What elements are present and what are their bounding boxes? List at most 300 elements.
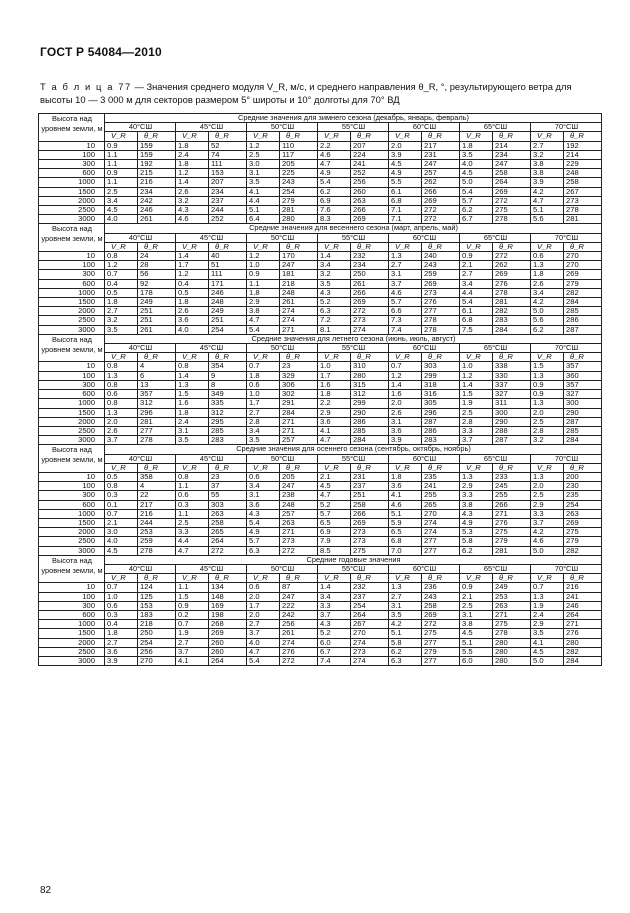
direction-cell: 286	[564, 316, 602, 325]
direction-cell: 277	[422, 307, 460, 316]
speed-cell: 0.7	[105, 270, 138, 279]
table-row	[39, 261, 602, 270]
speed-cell: 2.0	[247, 610, 280, 619]
speed-cell: 2.0	[389, 141, 422, 150]
direction-cell: 234	[351, 261, 389, 270]
latitude-header-row	[39, 454, 602, 463]
direction-cell: 241	[422, 482, 460, 491]
direction-cell: 153	[138, 601, 176, 610]
direction-cell: 315	[351, 380, 389, 389]
speed-cell: 2.9	[460, 482, 493, 491]
direction-cell: 6	[138, 371, 176, 380]
speed-cell: 1.0	[247, 390, 280, 399]
speed-header: V_R	[389, 574, 422, 583]
direction-cell: 117	[280, 150, 318, 159]
speed-cell: 2.4	[531, 610, 564, 619]
speed-cell: 3.1	[460, 610, 493, 619]
speed-cell: 0.9	[105, 141, 138, 150]
direction-cell: 261	[138, 215, 176, 224]
speed-cell: 4.1	[531, 638, 564, 647]
speed-cell: 3.9	[389, 150, 422, 159]
speed-cell: 3.0	[105, 528, 138, 537]
speed-cell: 8.5	[318, 546, 351, 555]
direction-cell: 242	[138, 196, 176, 205]
speed-header: V_R	[105, 463, 138, 472]
direction-cell: 272	[422, 206, 460, 215]
direction-header: θ_R	[138, 463, 176, 472]
direction-cell: 261	[138, 325, 176, 334]
direction-cell: 22	[138, 491, 176, 500]
height-cell: 600	[39, 610, 105, 619]
direction-cell: 280	[564, 638, 602, 647]
table-row	[39, 528, 602, 537]
direction-cell: 290	[564, 408, 602, 417]
speed-cell: 2.7	[389, 592, 422, 601]
direction-cell: 251	[138, 307, 176, 316]
speed-cell: 4.4	[460, 288, 493, 297]
speed-cell: 5.4	[247, 656, 280, 665]
speed-cell: 1.1	[176, 482, 209, 491]
direction-cell: 283	[422, 436, 460, 445]
speed-cell: 1.2	[176, 270, 209, 279]
height-cell: 100	[39, 482, 105, 491]
speed-header: V_R	[389, 132, 422, 141]
direction-cell: 299	[351, 399, 389, 408]
direction-cell: 287	[564, 417, 602, 426]
direction-cell: 218	[138, 620, 176, 629]
direction-cell: 266	[422, 187, 460, 196]
speed-cell: 2.9	[531, 500, 564, 509]
section-title: Средние значения для летнего сезона (июнь, июль, август)	[105, 334, 602, 343]
direction-cell: 275	[493, 528, 531, 537]
direction-cell: 240	[422, 252, 460, 261]
speed-cell: 4.0	[247, 638, 280, 647]
speed-cell: 1.7	[247, 399, 280, 408]
speed-header: V_R	[318, 132, 351, 141]
speed-cell: 2.9	[531, 620, 564, 629]
speed-header: V_R	[389, 242, 422, 251]
speed-cell: 4.7	[247, 647, 280, 656]
direction-cell: 269	[564, 518, 602, 527]
speed-cell: 4.9	[460, 518, 493, 527]
direction-cell: 264	[351, 610, 389, 619]
speed-cell: 3.4	[318, 592, 351, 601]
direction-cell: 272	[280, 546, 318, 555]
direction-cell: 272	[209, 546, 247, 555]
direction-header: θ_R	[280, 463, 318, 472]
direction-cell: 246	[138, 206, 176, 215]
section-title: Средние значения для зимнего сезона (декабрь, январь, февраль)	[105, 114, 602, 123]
variable-header-row	[39, 132, 602, 141]
direction-cell: 259	[422, 270, 460, 279]
table-row	[39, 482, 602, 491]
speed-header: V_R	[531, 132, 564, 141]
speed-cell: 2.8	[531, 426, 564, 435]
height-cell: 3000	[39, 325, 105, 334]
direction-cell: 258	[422, 601, 460, 610]
direction-cell: 237	[209, 196, 247, 205]
table-row	[39, 270, 602, 279]
table-row	[39, 610, 602, 619]
direction-cell: 236	[422, 583, 460, 592]
latitude-header: 70°СШ	[531, 123, 602, 132]
speed-cell: 2.7	[247, 620, 280, 629]
latitude-header: 60°СШ	[389, 454, 460, 463]
speed-cell: 0.2	[176, 610, 209, 619]
latitude-header: 50°СШ	[247, 344, 318, 353]
speed-cell: 5.4	[247, 325, 280, 334]
speed-cell: 0.7	[247, 362, 280, 371]
direction-cell: 178	[138, 288, 176, 297]
direction-cell: 273	[351, 537, 389, 546]
direction-cell: 354	[209, 362, 247, 371]
table-row	[39, 206, 602, 215]
speed-cell: 5.2	[318, 298, 351, 307]
speed-cell: 3.5	[176, 436, 209, 445]
direction-cell: 278	[564, 206, 602, 215]
speed-cell: 4.6	[318, 150, 351, 159]
direction-cell: 40	[209, 252, 247, 261]
speed-cell: 5.1	[389, 629, 422, 638]
direction-cell: 357	[564, 362, 602, 371]
direction-header: θ_R	[493, 132, 531, 141]
speed-cell: 2.7	[176, 638, 209, 647]
height-cell: 2500	[39, 537, 105, 546]
table-row	[39, 316, 602, 325]
height-cell: 3000	[39, 215, 105, 224]
direction-cell: 230	[564, 482, 602, 491]
speed-cell: 1.0	[318, 362, 351, 371]
speed-cell: 0.9	[176, 601, 209, 610]
direction-cell: 247	[280, 592, 318, 601]
direction-header: θ_R	[422, 574, 460, 583]
direction-cell: 92	[138, 279, 176, 288]
direction-cell: 254	[280, 187, 318, 196]
table-row	[39, 656, 602, 665]
direction-cell: 281	[493, 546, 531, 555]
speed-cell: 0.3	[105, 610, 138, 619]
speed-cell: 0.7	[105, 509, 138, 518]
speed-header: V_R	[105, 353, 138, 362]
height-cell: 3000	[39, 656, 105, 665]
height-cell: 100	[39, 592, 105, 601]
direction-cell: 357	[564, 380, 602, 389]
direction-cell: 171	[209, 279, 247, 288]
direction-cell: 207	[351, 141, 389, 150]
direction-cell: 274	[422, 518, 460, 527]
table-row	[39, 426, 602, 435]
direction-header: θ_R	[422, 353, 460, 362]
speed-cell: 3.1	[389, 601, 422, 610]
speed-cell: 0.6	[176, 491, 209, 500]
table-row	[39, 390, 602, 399]
direction-cell: 214	[493, 141, 531, 150]
speed-cell: 1.8	[247, 371, 280, 380]
direction-cell: 250	[351, 270, 389, 279]
direction-cell: 266	[351, 509, 389, 518]
speed-cell: 1.3	[389, 252, 422, 261]
speed-header: V_R	[389, 463, 422, 472]
speed-cell: 6.2	[318, 187, 351, 196]
direction-cell: 169	[209, 601, 247, 610]
speed-cell: 6.3	[389, 656, 422, 665]
speed-cell: 3.5	[247, 178, 280, 187]
direction-cell: 181	[280, 270, 318, 279]
direction-cell: 214	[564, 150, 602, 159]
speed-cell: 1.8	[176, 160, 209, 169]
speed-cell: 0.6	[247, 583, 280, 592]
direction-header: θ_R	[493, 463, 531, 472]
direction-cell: 251	[138, 316, 176, 325]
direction-cell: 216	[564, 583, 602, 592]
speed-cell: 0.9	[460, 252, 493, 261]
speed-cell: 2.2	[318, 399, 351, 408]
direction-cell: 23	[209, 472, 247, 481]
direction-cell: 274	[280, 638, 318, 647]
latitude-header: 65°СШ	[460, 233, 531, 242]
latitude-header: 65°СШ	[460, 564, 531, 573]
direction-cell: 266	[351, 206, 389, 215]
speed-cell: 1.3	[531, 371, 564, 380]
direction-cell: 56	[138, 270, 176, 279]
speed-cell: 6.5	[389, 528, 422, 537]
speed-cell: 1.7	[247, 601, 280, 610]
direction-cell: 329	[280, 371, 318, 380]
speed-cell: 8.3	[318, 215, 351, 224]
speed-cell: 4.0	[176, 325, 209, 334]
speed-cell: 4.1	[247, 187, 280, 196]
speed-cell: 7.1	[389, 215, 422, 224]
direction-cell: 282	[564, 546, 602, 555]
speed-cell: 1.6	[389, 390, 422, 399]
height-cell: 1000	[39, 399, 105, 408]
speed-cell: 4.6	[389, 500, 422, 509]
direction-cell: 216	[138, 509, 176, 518]
direction-cell: 269	[209, 629, 247, 638]
speed-cell: 4.5	[531, 647, 564, 656]
variable-header-row	[39, 242, 602, 251]
speed-cell: 6.2	[389, 647, 422, 656]
direction-cell: 277	[422, 537, 460, 546]
speed-cell: 0.8	[176, 362, 209, 371]
speed-cell: 1.2	[247, 141, 280, 150]
direction-cell: 263	[280, 518, 318, 527]
direction-cell: 268	[209, 620, 247, 629]
direction-cell: 281	[280, 206, 318, 215]
direction-cell: 125	[138, 592, 176, 601]
speed-cell: 1.4	[389, 380, 422, 389]
speed-cell: 1.8	[389, 472, 422, 481]
direction-cell: 279	[564, 537, 602, 546]
section-title-row	[39, 224, 602, 233]
speed-header: V_R	[176, 353, 209, 362]
direction-cell: 170	[280, 252, 318, 261]
speed-cell: 6.7	[460, 215, 493, 224]
direction-cell: 263	[493, 601, 531, 610]
speed-cell: 3.9	[389, 436, 422, 445]
direction-cell: 159	[138, 150, 176, 159]
speed-cell: 3.4	[531, 288, 564, 297]
direction-cell: 225	[280, 169, 318, 178]
speed-cell: 4.9	[247, 528, 280, 537]
direction-cell: 270	[564, 261, 602, 270]
speed-header: V_R	[318, 242, 351, 251]
speed-cell: 4.5	[460, 629, 493, 638]
section-title-row	[39, 114, 602, 123]
speed-cell: 3.5	[247, 436, 280, 445]
direction-cell: 291	[280, 399, 318, 408]
direction-cell: 338	[493, 362, 531, 371]
direction-cell: 272	[422, 620, 460, 629]
direction-cell: 258	[209, 518, 247, 527]
direction-cell: 252	[351, 169, 389, 178]
speed-cell: 4.0	[105, 537, 138, 546]
section-title: Средние годовые значения	[105, 555, 602, 564]
speed-cell: 0.8	[176, 472, 209, 481]
table-row	[39, 178, 602, 187]
speed-cell: 6.4	[247, 215, 280, 224]
speed-cell: 3.6	[176, 316, 209, 325]
speed-cell: 6.7	[318, 647, 351, 656]
direction-cell: 284	[564, 436, 602, 445]
speed-header: V_R	[318, 574, 351, 583]
direction-header: θ_R	[564, 353, 602, 362]
direction-cell: 265	[209, 528, 247, 537]
speed-cell: 6.8	[389, 196, 422, 205]
direction-cell: 249	[209, 307, 247, 316]
direction-cell: 251	[209, 316, 247, 325]
speed-cell: 2.0	[531, 408, 564, 417]
speed-cell: 3.4	[318, 261, 351, 270]
direction-cell: 267	[351, 620, 389, 629]
table-row	[39, 472, 602, 481]
height-column-header: Высота над уровнем земли, м	[39, 445, 105, 473]
speed-cell: 7.9	[318, 537, 351, 546]
height-cell: 3000	[39, 436, 105, 445]
table-row	[39, 288, 602, 297]
direction-cell: 276	[280, 647, 318, 656]
direction-cell: 148	[209, 592, 247, 601]
speed-cell: 6.1	[389, 187, 422, 196]
direction-cell: 52	[209, 141, 247, 150]
direction-cell: 241	[564, 592, 602, 601]
direction-cell: 274	[351, 656, 389, 665]
direction-cell: 273	[422, 288, 460, 297]
table-row	[39, 298, 602, 307]
speed-cell: 2.5	[105, 187, 138, 196]
height-cell: 2500	[39, 426, 105, 435]
speed-cell: 2.0	[531, 482, 564, 491]
speed-cell: 4.3	[318, 288, 351, 297]
latitude-header: 65°СШ	[460, 454, 531, 463]
direction-cell: 231	[422, 150, 460, 159]
speed-cell: 7.3	[389, 316, 422, 325]
direction-cell: 280	[493, 647, 531, 656]
speed-cell: 0.9	[531, 380, 564, 389]
speed-cell: 2.0	[247, 592, 280, 601]
direction-cell: 272	[280, 656, 318, 665]
speed-cell: 0.8	[105, 482, 138, 491]
height-cell: 1000	[39, 509, 105, 518]
table-row	[39, 160, 602, 169]
speed-cell: 0.9	[531, 390, 564, 399]
height-cell: 2000	[39, 307, 105, 316]
latitude-header: 60°СШ	[389, 344, 460, 353]
direction-cell: 74	[209, 150, 247, 159]
table-row	[39, 518, 602, 527]
speed-cell: 3.5	[318, 279, 351, 288]
direction-cell: 192	[138, 160, 176, 169]
speed-cell: 5.4	[247, 518, 280, 527]
direction-cell: 200	[564, 472, 602, 481]
direction-cell: 282	[564, 288, 602, 297]
height-cell: 10	[39, 252, 105, 261]
speed-cell: 6.2	[531, 325, 564, 334]
height-cell: 1500	[39, 408, 105, 417]
direction-cell: 287	[422, 417, 460, 426]
direction-cell: 283	[493, 316, 531, 325]
speed-cell: 1.3	[389, 583, 422, 592]
latitude-header: 45°СШ	[176, 454, 247, 463]
direction-cell: 285	[564, 307, 602, 316]
direction-cell: 249	[138, 298, 176, 307]
direction-cell: 243	[422, 592, 460, 601]
speed-cell: 3.7	[531, 518, 564, 527]
speed-cell: 1.4	[318, 583, 351, 592]
speed-cell: 2.8	[247, 417, 280, 426]
height-cell: 10	[39, 472, 105, 481]
speed-cell: 3.5	[460, 150, 493, 159]
direction-cell: 280	[351, 371, 389, 380]
speed-cell: 3.7	[389, 279, 422, 288]
speed-cell: 5.0	[531, 656, 564, 665]
speed-cell: 2.9	[318, 408, 351, 417]
direction-header: θ_R	[493, 242, 531, 251]
speed-header: V_R	[105, 242, 138, 251]
speed-cell: 3.6	[389, 482, 422, 491]
direction-header: θ_R	[351, 132, 389, 141]
document-standard-header: ГОСТ Р 54084—2010	[40, 45, 162, 59]
direction-cell: 256	[351, 178, 389, 187]
speed-cell: 3.9	[531, 178, 564, 187]
direction-cell: 271	[280, 426, 318, 435]
speed-cell: 3.9	[105, 656, 138, 665]
direction-cell: 263	[351, 196, 389, 205]
direction-cell: 267	[564, 187, 602, 196]
direction-cell: 261	[280, 298, 318, 307]
speed-cell: 4.7	[176, 546, 209, 555]
speed-cell: 6.9	[318, 528, 351, 537]
direction-cell: 271	[280, 325, 318, 334]
direction-cell: 270	[138, 656, 176, 665]
height-cell: 2000	[39, 638, 105, 647]
direction-cell: 13	[138, 380, 176, 389]
table-row	[39, 647, 602, 656]
direction-header: θ_R	[422, 242, 460, 251]
direction-cell: 278	[493, 288, 531, 297]
speed-cell: 5.8	[389, 638, 422, 647]
direction-cell: 4	[138, 482, 176, 491]
direction-cell: 207	[209, 178, 247, 187]
speed-header: V_R	[176, 242, 209, 251]
direction-cell: 269	[422, 196, 460, 205]
height-cell: 2000	[39, 196, 105, 205]
speed-cell: 7.2	[318, 316, 351, 325]
direction-cell: 278	[138, 436, 176, 445]
speed-cell: 1.3	[105, 371, 138, 380]
latitude-header: 45°СШ	[176, 233, 247, 242]
latitude-header: 55°СШ	[318, 233, 389, 242]
